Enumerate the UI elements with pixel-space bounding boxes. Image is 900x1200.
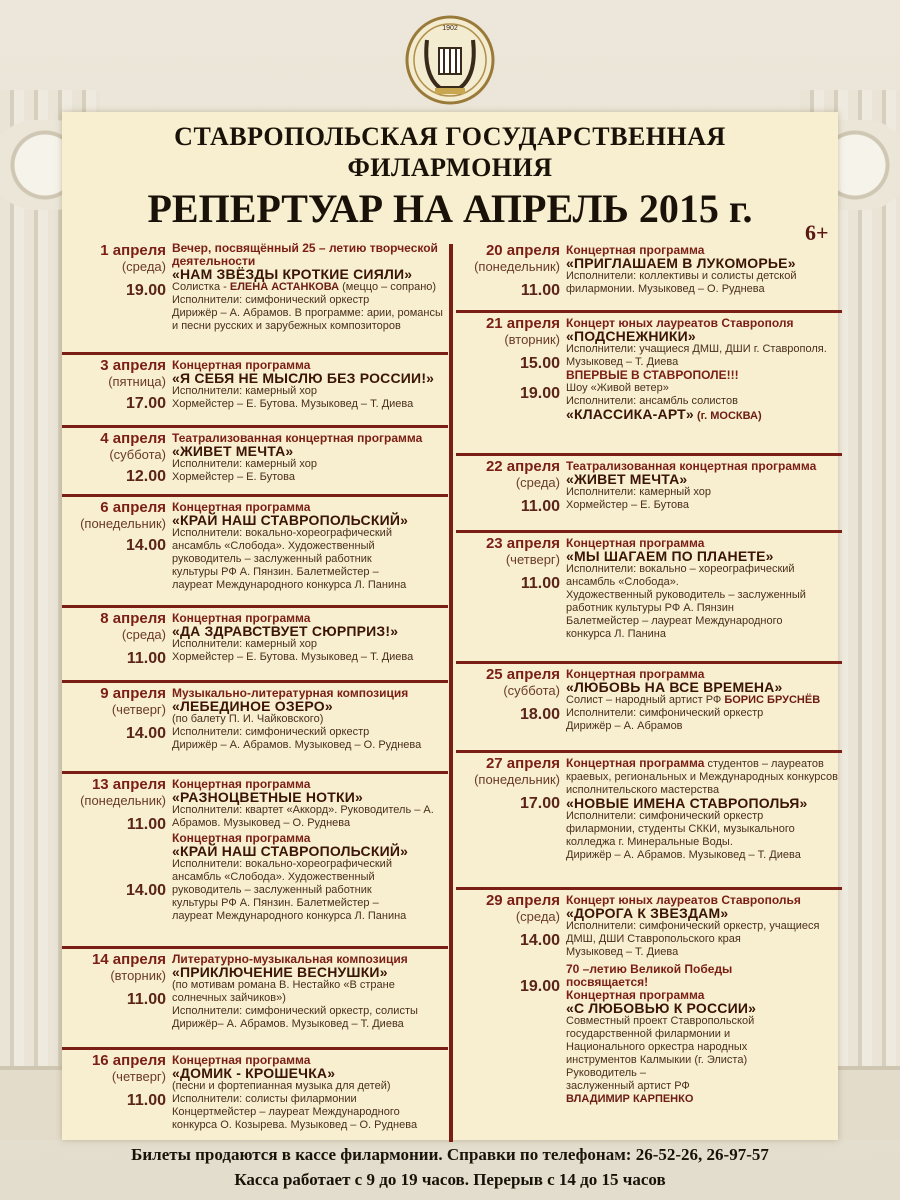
event-entry: [62, 608, 448, 683]
event-performers-second: Исполнители: ансамбль солистов: [566, 395, 738, 407]
event-date: 16 апреля: [91, 1052, 166, 1069]
event-title-second: «КРАЙ НАШ СТАВРОПОЛЬСКИЙ»: [172, 843, 409, 859]
event-soloist: [172, 281, 448, 294]
event-type-second: Концертная программа: [172, 831, 311, 845]
event-title: «ПРИГЛАШАЕМ В ЛУКОМОРЬЕ»: [566, 255, 796, 271]
event-date: 1 апреля: [100, 242, 166, 259]
event-date: 3 апреля: [100, 357, 166, 374]
event-date: 22 апреля: [485, 458, 560, 475]
org-name-line1: СТАВРОПОЛЬСКАЯ ГОСУДАРСТВЕННАЯ: [174, 122, 726, 151]
event-type: Концертная программа: [566, 243, 705, 257]
event-details: [566, 668, 842, 733]
event-entry: [62, 774, 448, 949]
event-performers-second: Исполнители: вокально-хореографический ансамбль «Слобода». Художественный руководитель – заслуженный работник культуры РФ А. Пянзин. Балетмейстер – лауреат Международного конкурса Л. Панина: [172, 858, 407, 922]
soloist-voice: (меццо – сопрано): [339, 281, 437, 293]
event-type: Концертная программа: [172, 777, 311, 791]
event-performers: Исполнители: вокально – хореографический ансамбль «Слобода».: [566, 563, 795, 588]
event-date-block: [62, 242, 166, 274]
event-time-second: 19.00: [519, 385, 560, 402]
event-time: 11.00: [520, 498, 560, 515]
event-staff: Дирижёр – А. Абрамов. Музыковед – О. Руднева: [172, 739, 422, 751]
event-title: «ЛЕБЕДИНОЕ ОЗЕРО»: [172, 698, 333, 714]
event-weekday: (среда): [515, 909, 560, 924]
age-rating-badge: 6+: [805, 220, 829, 245]
event-date: 20 апреля: [485, 242, 560, 259]
event-title: «ЛЮБОВЬ НА ВСЕ ВРЕМЕНА»: [566, 679, 783, 695]
soloist-prefix: Солист – народный артист РФ: [566, 694, 725, 706]
event-date-block: [62, 430, 166, 462]
event-leader-title: заслуженный артист РФ: [566, 1080, 690, 1092]
event-entry: [62, 949, 448, 1050]
event-time: 11.00: [126, 1092, 166, 1109]
event-performers: Исполнители: симфонический оркестр филармонии, студенты СККИ, музыкального колледжа г. Минеральные Воды.: [566, 810, 795, 848]
event-title: «КРАЙ НАШ СТАВРОПОЛЬСКИЙ»: [172, 512, 409, 528]
event-type: Литературно-музыкальная композиция: [172, 952, 408, 966]
event-details: [566, 537, 822, 641]
event-weekday: (среда): [515, 475, 560, 490]
event-time-second: 14.00: [125, 882, 166, 899]
event-subtitle-second: Шоу «Живой ветер»: [566, 382, 669, 394]
event-details: [172, 432, 448, 484]
event-date: 25 апреля: [485, 666, 560, 683]
event-type-rest: студентов – лауреатов краевых, региональных и Международных конкурсов исполнительского мастерства: [566, 758, 838, 796]
event-type: Концертная программа: [172, 1053, 311, 1067]
event-performers: Исполнители: вокально-хореографический ансамбль «Слобода». Художественный руководитель – заслуженный работник культуры РФ А. Пянзин. Балетмейстер – лауреат Международного конкурса Л. Панина: [172, 527, 407, 591]
event-staff: Дирижёр – А. Абрамов. Музыковед – Т. Диева: [566, 849, 801, 861]
event-weekday: (четверг): [505, 552, 560, 567]
event-leader-name: ВЛАДИМИР КАРПЕНКО: [566, 1093, 694, 1105]
event-title: «ДА ЗДРАВСТВУЕТ СЮРПРИЗ!»: [172, 623, 399, 639]
event-weekday: (четверг): [111, 1069, 166, 1084]
event-details: [566, 460, 842, 512]
event-date: 14 апреля: [91, 951, 166, 968]
event-type: Концерт юных лауреатов Ставрополя: [566, 316, 794, 330]
event-details: [172, 778, 438, 923]
event-date: 4 апреля: [100, 430, 166, 447]
event-date: 27 апреля: [485, 755, 560, 772]
event-weekday: (понедельник): [474, 259, 560, 274]
event-title: «НОВЫЕ ИМЕНА СТАВРОПОЛЬЯ»: [566, 795, 808, 811]
event-details: [172, 687, 448, 752]
event-performers: Исполнители: симфонический оркестр, солисты: [172, 1005, 418, 1017]
event-details: [172, 1054, 438, 1132]
event-date: 23 апреля: [485, 535, 560, 552]
event-performers: Исполнители: симфонический оркестр, учащиеся ДМШ, ДШИ Ставропольского края: [566, 920, 820, 945]
event-date-block: [62, 776, 166, 808]
event-title: «НАМ ЗВЁЗДЫ КРОТКИЕ СИЯЛИ»: [172, 266, 413, 282]
event-type: Театрализованная концертная программа: [566, 459, 817, 473]
event-date-block: [456, 315, 560, 347]
schedule-right-column: [456, 240, 842, 1150]
event-time: 17.00: [519, 795, 560, 812]
org-name-line2: ФИЛАРМОНИЯ: [347, 153, 553, 182]
event-staff: Хормейстер – Е. Бутова: [566, 499, 689, 511]
event-conductor: Дирижёр – А. Абрамов. В программе: арии, романсы и песни русских и зарубежных композиторов: [172, 307, 443, 332]
event-time: 11.00: [520, 575, 560, 592]
event-weekday: (вторник): [504, 332, 560, 347]
event-date-block: [62, 610, 166, 642]
event-weekday: (понедельник): [80, 793, 166, 808]
event-title-second-line: [566, 408, 842, 423]
event-director: Художественный руководитель – заслуженный работник культуры РФ А. Пянзин: [566, 589, 806, 614]
event-performers: Исполнители: камерный хор: [172, 458, 317, 470]
event-time: 15.00: [519, 355, 560, 372]
event-conductor: Дирижёр – А. Абрамов: [566, 720, 683, 732]
event-time: 19.00: [125, 282, 166, 299]
event-title: «ПОДСНЕЖНИКИ»: [566, 328, 696, 344]
event-date: 9 апреля: [100, 685, 166, 702]
event-type: Концертная программа: [172, 500, 311, 514]
event-entry: [456, 240, 842, 313]
event-time: 17.00: [125, 395, 166, 412]
event-performers: Исполнители: камерный хор: [566, 486, 711, 498]
event-entry: [456, 753, 842, 890]
event-type-second: Концертная программа: [566, 988, 705, 1002]
event-type: Театрализованная концертная программа: [172, 431, 423, 445]
event-type: Концерт юных лауреатов Ставрополья: [566, 893, 801, 907]
event-details: [566, 757, 842, 862]
event-time: 11.00: [126, 650, 166, 667]
column-divider: [449, 244, 453, 1142]
event-performers: Исполнители: солисты филармонии: [172, 1093, 357, 1105]
event-entry: [62, 497, 448, 608]
event-weekday: (понедельник): [80, 516, 166, 531]
event-time: 14.00: [519, 932, 560, 949]
event-weekday: (понедельник): [474, 772, 560, 787]
event-note: (песни и фортепианная музыка для детей): [172, 1080, 391, 1092]
event-date-block: [62, 357, 166, 389]
event-title: «ПРИКЛЮЧЕНИЕ ВЕСНУШКИ»: [172, 964, 388, 980]
event-details: [566, 244, 812, 296]
event-details: [172, 242, 448, 333]
event-staff: Хормейстер – Е. Бутова. Музыковед – Т. Диева: [172, 398, 414, 410]
event-date: 29 апреля: [485, 892, 560, 909]
event-time-second: 19.00: [519, 978, 560, 995]
event-time: 11.00: [126, 991, 166, 1008]
event-entry: [62, 240, 448, 355]
event-date-block: [456, 242, 560, 274]
event-performers: Исполнители: симфонический оркестр: [566, 707, 764, 719]
event-title-second: «С ЛЮБОВЬЮ К РОССИИ»: [566, 1000, 757, 1016]
event-entry: [62, 355, 448, 428]
event-title: «ЖИВЕТ МЕЧТА»: [566, 471, 688, 487]
event-staff: Дирижёр– А. Абрамов. Музыковед – Т. Диева: [172, 1018, 404, 1030]
event-date: 21 апреля: [485, 315, 560, 332]
event-type: Концертная программа: [566, 536, 705, 550]
event-type: Вечер, посвящённый 25 – летию творческой деятельности: [172, 241, 438, 268]
event-weekday: (пятница): [108, 374, 166, 389]
event-type: Концертная программа: [172, 358, 311, 372]
event-details: [172, 501, 412, 592]
event-date-block: [456, 755, 560, 787]
soloist-name: ЕЛЕНА АСТАНКОВА: [229, 281, 340, 293]
event-date: 13 апреля: [91, 776, 166, 793]
event-title: «ДОМИК - КРОШЕЧКА»: [172, 1065, 336, 1081]
event-staff: Хормейстер – Е. Бутова. Музыковед – Т. Диева: [172, 651, 414, 663]
event-entry: [62, 1050, 448, 1150]
event-choreographer: Балетмейстер – лауреат Международного конкурса Л. Панина: [566, 615, 783, 640]
event-performers: Исполнители: коллективы и солисты детской филармонии. Музыковед – О. Руднева: [566, 270, 797, 295]
event-details: [172, 952, 418, 1031]
event-date-block: [62, 951, 166, 983]
event-type: Концертная программа: [566, 756, 705, 770]
event-entry: [62, 428, 448, 497]
event-project: Совместный проект Ставропольской государственной филармонии и Национального оркестра народных инструментов Калмыкии (г. Элиста): [566, 1015, 755, 1066]
event-time: 11.00: [126, 816, 166, 833]
logo-year: 1902: [442, 25, 458, 32]
philharmonic-lyre-logo: [405, 10, 495, 110]
event-performers: Исполнители: квартет «Аккорд». Руководитель – А. Абрамов. Музыковед – О. Руднева: [172, 804, 434, 829]
event-entry: [456, 456, 842, 533]
event-leader-label: Руководитель –: [566, 1067, 647, 1079]
soloist-name: БОРИС БРУСНЁВ: [724, 694, 821, 706]
event-date-block: [456, 458, 560, 490]
event-entry: [456, 313, 842, 456]
event-performers: Исполнители: камерный хор: [172, 638, 317, 650]
tickets-info: Билеты продаются в кассе филармонии. Справки по телефонам: 26-52-26, 26-97-57: [131, 1145, 769, 1164]
event-weekday: (суббота): [109, 447, 166, 462]
event-date-block: [62, 1052, 166, 1084]
event-type: Концертная программа: [566, 667, 705, 681]
soloist-prefix: Солистка -: [172, 281, 230, 293]
event-date-block: [62, 685, 166, 717]
event-city: (г. МОСКВА): [693, 410, 762, 422]
box-office-hours: Касса работает с 9 до 19 часов. Перерыв с 14 до 15 часов: [234, 1170, 666, 1189]
event-entry: [456, 533, 842, 664]
event-date-block: [456, 666, 560, 698]
event-details: [172, 359, 448, 411]
event-date-block: [456, 892, 560, 924]
event-time: 14.00: [125, 725, 166, 742]
event-entry: [456, 664, 842, 753]
event-performers: Исполнители: симфонический оркестр: [172, 726, 370, 738]
event-note: (по мотивам романа В. Нестайко «В стране солнечных зайчиков»): [172, 979, 395, 1004]
event-time: 14.00: [125, 537, 166, 554]
event-date-block: [456, 535, 560, 567]
event-title: «Я СЕБЯ НЕ МЫСЛЮ БЕЗ РОССИИ!»: [172, 370, 435, 386]
event-weekday: (среда): [121, 259, 166, 274]
event-details: [566, 317, 842, 423]
event-weekday: (суббота): [503, 683, 560, 698]
event-title-second: «КЛАССИКА-АРТ»: [566, 406, 694, 422]
event-entry: [62, 683, 448, 774]
event-title: «РАЗНОЦВЕТНЫЕ НОТКИ»: [172, 789, 363, 805]
event-performers: Исполнители: учащиеся ДМШ, ДШИ г. Ставрополя. Музыковед – Т. Диева: [566, 343, 827, 368]
event-title: «ДОРОГА К ЗВЕЗДАМ»: [566, 905, 729, 921]
event-performers: Исполнители: камерный хор: [172, 385, 317, 397]
event-weekday: (среда): [121, 627, 166, 642]
event-soloist: [566, 694, 842, 707]
event-type-line: [566, 757, 842, 797]
event-details: [566, 894, 828, 1106]
event-details: [172, 612, 448, 664]
poster-title: РЕПЕРТУАР НА АПРЕЛЬ 2015 г.: [147, 186, 753, 231]
event-weekday: (вторник): [110, 968, 166, 983]
event-staff: Концертмейстер – лауреат Международного конкурса О. Козырева. Музыковед – О. Руднева: [172, 1106, 418, 1131]
event-title: «ЖИВЕТ МЕЧТА»: [172, 443, 294, 459]
event-entry: [456, 890, 842, 1150]
event-note: (по балету П. И. Чайковского): [172, 713, 324, 725]
event-time: 18.00: [519, 706, 560, 723]
event-date: 6 апреля: [100, 499, 166, 516]
event-date-block: [62, 499, 166, 531]
event-staff: Музыковед – Т. Диева: [566, 946, 679, 958]
event-type-second: ВПЕРВЫЕ В СТАВРОПОЛЕ!!!: [566, 368, 739, 382]
event-type: Музыкально-литературная композиция: [172, 686, 409, 700]
event-type: Концертная программа: [172, 611, 311, 625]
event-title: «МЫ ШАГАЕМ ПО ПЛАНЕТЕ»: [566, 548, 774, 564]
event-dedication: 70 –летию Великой Победы посвящается!: [566, 962, 733, 989]
event-staff: Хормейстер – Е. Бутова: [172, 471, 295, 483]
schedule-left-column: [62, 240, 448, 1150]
event-weekday: (четверг): [111, 702, 166, 717]
event-date: 8 апреля: [100, 610, 166, 627]
event-time: 12.00: [125, 468, 166, 485]
event-performers: Исполнители: симфонический оркестр: [172, 294, 370, 306]
event-time: 11.00: [520, 282, 560, 299]
